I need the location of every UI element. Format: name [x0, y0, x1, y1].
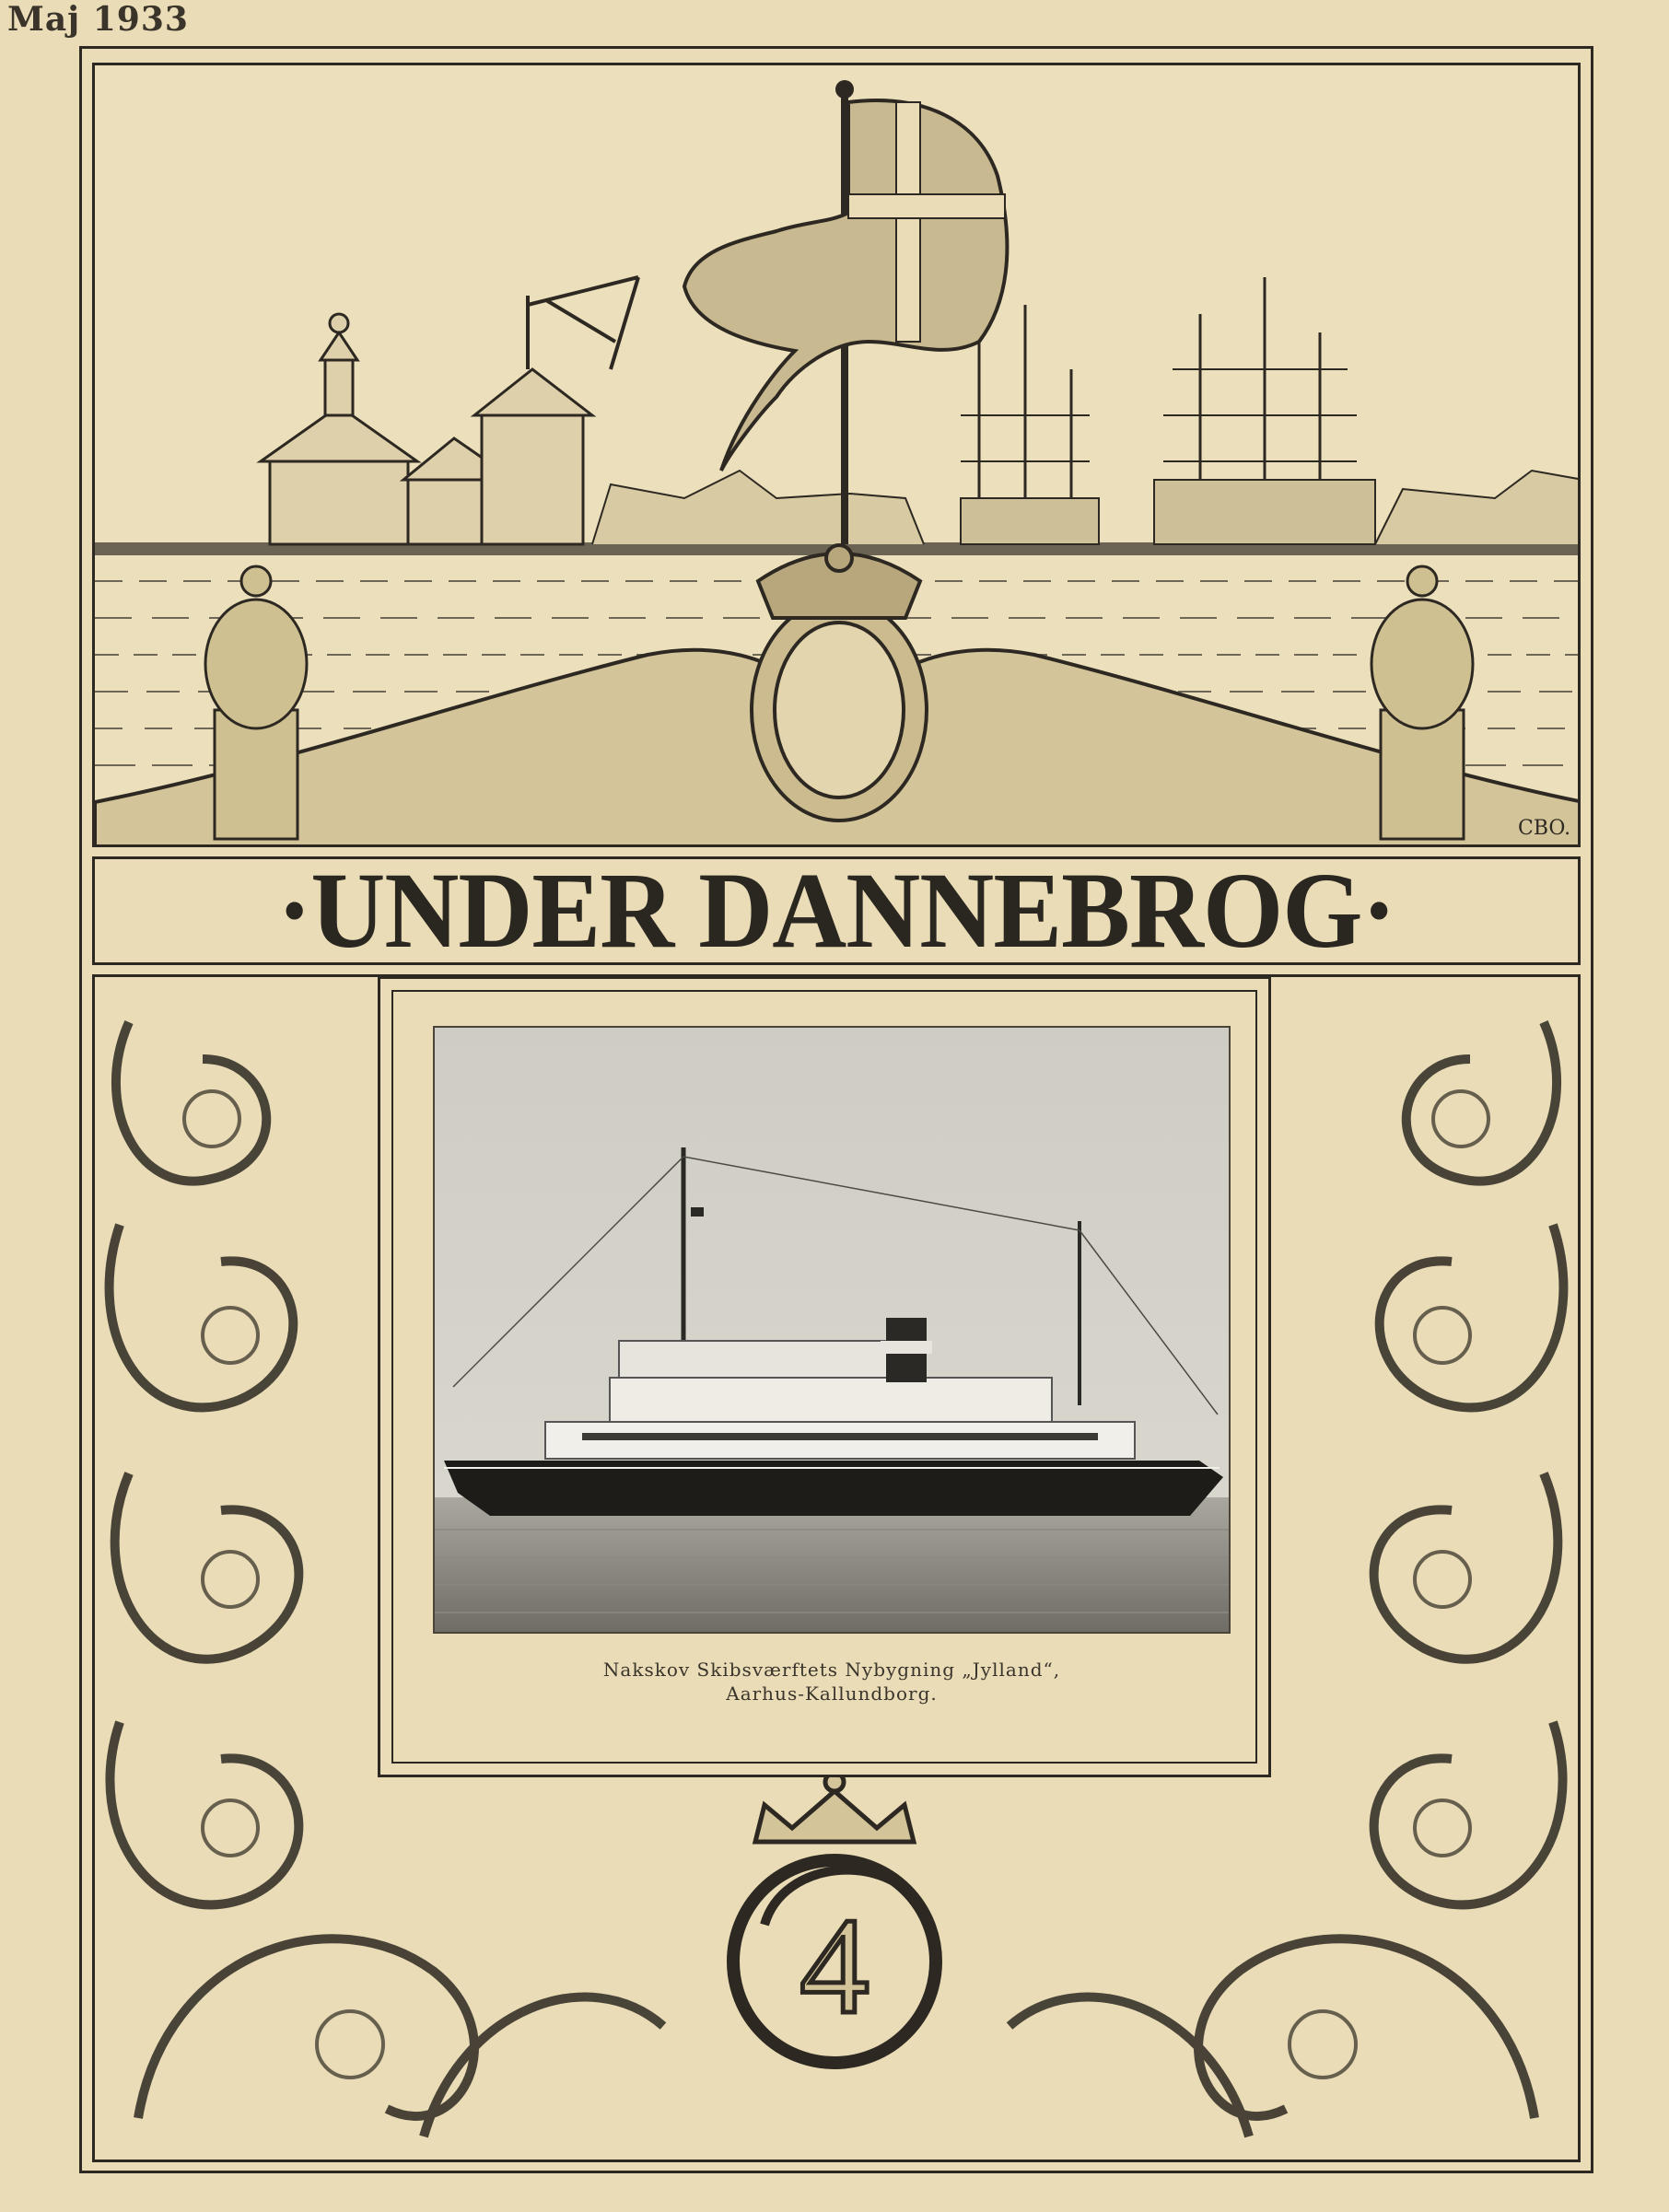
monogram-numeral: 4 — [799, 1890, 870, 2043]
ship-photograph — [433, 1026, 1231, 1634]
photo-caption — [433, 1658, 1231, 1706]
issue-date: Maj 1933 — [7, 0, 189, 39]
caption-line-2: Aarhus-Kallundborg. — [726, 1682, 938, 1705]
masthead-title: ·UNDER DANNEBROG· — [277, 850, 1395, 971]
caption-line-1: Nakskov Skibsværftets Nybygning „Jylland“, — [602, 1659, 1061, 1681]
artist-signature: CBO. — [1518, 817, 1571, 840]
ship-image — [435, 1028, 1231, 1634]
